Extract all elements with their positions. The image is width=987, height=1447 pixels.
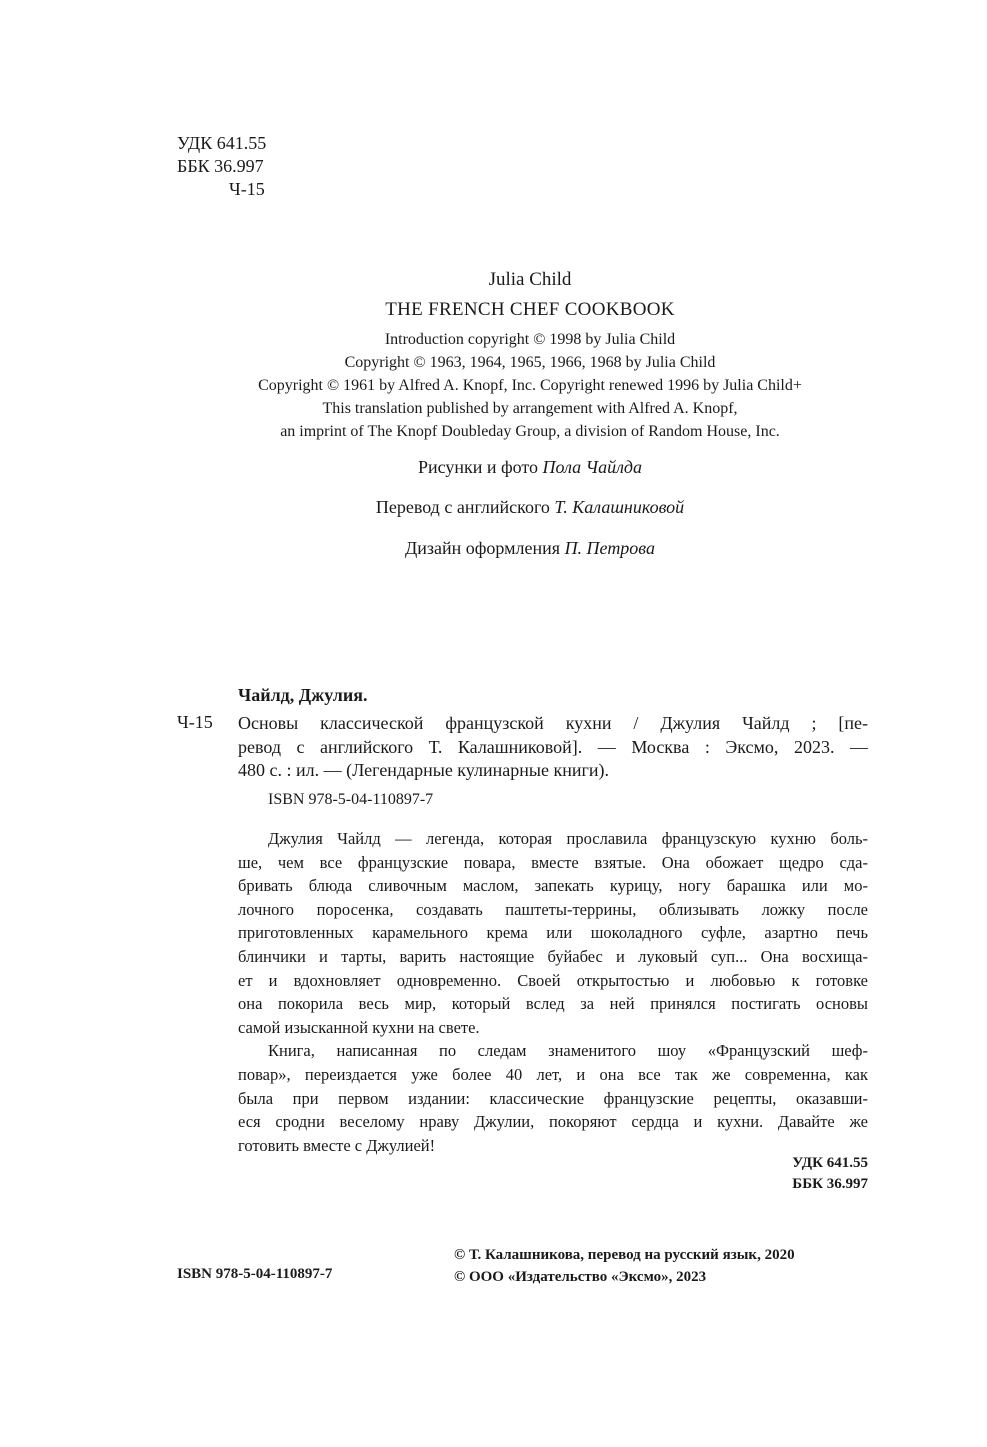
original-title: THE FRENCH CHEF COOKBOOK bbox=[385, 299, 675, 320]
bbk-code-bold: ББК 36.997 bbox=[792, 1176, 868, 1192]
credit-name: Пола Чайлда bbox=[542, 457, 643, 477]
catalog-line: 480 с. : ил. — (Легендарные кулинарные книги). bbox=[238, 760, 609, 780]
classification-codes bbox=[177, 132, 266, 201]
credit-design bbox=[200, 538, 860, 559]
copyright-line: Copyright © 1963, 1964, 1965, 1966, 1968 by Julia Child bbox=[344, 354, 716, 371]
catalog-line: ревод с английского Т. Калашниковой]. — Москва : Эксмо, 2023. — bbox=[238, 736, 868, 757]
credit-name: П. Петрова bbox=[564, 538, 656, 558]
credit-name: Т. Калашниковой bbox=[554, 497, 685, 517]
annotation-line: блинчики и тарты, варить настоящие буйабес и луковый суп... Она восхища- bbox=[238, 946, 868, 966]
copyright-line: This translation published by arrangement with Alfred A. Knopf, bbox=[322, 400, 738, 417]
annotation-line: бривать блюда сливочным маслом, запекать курицу, ногу барашка или мо- bbox=[238, 876, 868, 896]
annotation-line: ше, чем все французские повара, вместе взятые. Она обожает щедро сда- bbox=[238, 852, 868, 872]
annotation-line: ет и вдохновляет одновременно. Своей открытостью и любовью к готовке bbox=[238, 970, 868, 990]
annotation bbox=[238, 827, 868, 1157]
bbk-code: ББК 36.997 bbox=[177, 156, 264, 176]
classification-codes-bold bbox=[792, 1153, 868, 1195]
udk-code-bold: УДК 641.55 bbox=[792, 1155, 868, 1171]
copyright-line: an imprint of The Knopf Doubleday Group, a division of Random House, Inc. bbox=[280, 423, 780, 440]
annotation-line: Книга, написанная по следам знаменитого шоу «Французский шеф- bbox=[268, 1041, 868, 1061]
annotation-line: еся сродни веселому нраву Джулии, покоряют сердца и кухни. Давайте же bbox=[238, 1112, 868, 1132]
copyright-line: Introduction copyright © 1998 by Julia Child bbox=[384, 331, 676, 348]
annotation-line: она покорила весь мир, который вслед за ней принялся постигать основы bbox=[238, 994, 868, 1014]
copyright-translation: © Т. Калашникова, перевод на русский язык, 2020 bbox=[454, 1247, 795, 1263]
credit-translation bbox=[200, 497, 860, 518]
author-mark: Ч-15 bbox=[229, 179, 265, 199]
footer-isbn: ISBN 978-5-04-110897-7 bbox=[177, 1266, 333, 1282]
credit-illustrations bbox=[200, 457, 860, 478]
credit-label: Дизайн оформления bbox=[404, 538, 561, 558]
annotation-line: была при первом издании: классические французские рецепты, оказавши- bbox=[238, 1088, 868, 1108]
catalog-author-heading: Чайлд, Джулия. bbox=[238, 685, 368, 705]
annotation-line: самой изысканной кухни на свете. bbox=[238, 1017, 480, 1037]
copyright-line: Copyright © 1961 by Alfred A. Knopf, Inc. Copyright renewed 1996 by Julia Child+ bbox=[258, 377, 802, 394]
catalog-line: Основы классической французской кухни / Джулия Чайлд ; [пе- bbox=[238, 713, 868, 733]
annotation-line: лочного поросенка, создавать паштеты-террины, облизывать ложку после bbox=[238, 899, 868, 919]
catalog-description bbox=[238, 712, 868, 783]
copyright-publisher: © ООО «Издательство «Эксмо», 2023 bbox=[454, 1269, 707, 1285]
udk-code: УДК 641.55 bbox=[177, 133, 267, 153]
footer-copyrights bbox=[454, 1244, 795, 1288]
annotation-line: повар», переиздается уже более 40 лет, и она все так же современна, как bbox=[238, 1064, 868, 1084]
credit-label: Рисунки и фото bbox=[417, 457, 539, 477]
annotation-line: приготовленных карамельного крема или шоколадного суфле, азартно печь bbox=[238, 923, 868, 943]
copyright-block bbox=[200, 328, 860, 443]
catalog-code: Ч-15 bbox=[177, 712, 213, 732]
catalog-isbn: ISBN 978-5-04-110897-7 bbox=[268, 791, 434, 808]
annotation-line: готовить вместе с Джулией! bbox=[238, 1135, 436, 1155]
original-author: Julia Child bbox=[488, 269, 572, 290]
annotation-line: Джулия Чайлд — легенда, которая прославила французскую кухню боль- bbox=[268, 829, 868, 848]
credit-label: Перевод с английского bbox=[375, 497, 550, 517]
